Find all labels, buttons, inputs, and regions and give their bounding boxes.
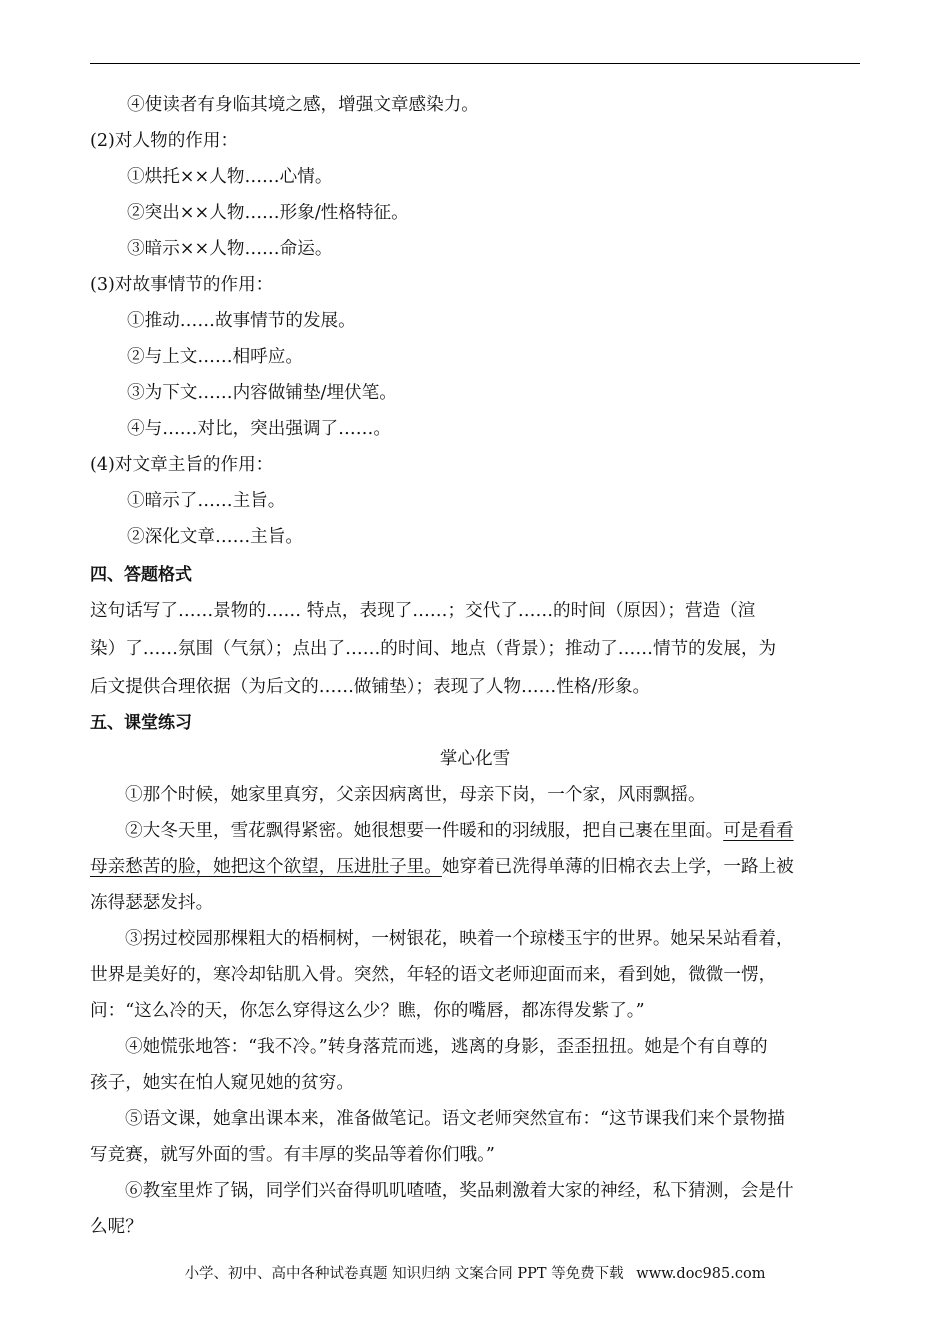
story-title: 掌心化雪 — [439, 749, 511, 769]
paragraph-line: 冻得瑟瑟发抖。 — [90, 893, 214, 913]
footer-text: 小学、初中、高中各种试卷真题 知识归纳 文案合同 PPT 等免费下载 — [184, 1266, 624, 1282]
text-line: ③暗示××人物……命运。 — [127, 239, 333, 259]
page-footer — [0, 1262, 950, 1283]
header-rule — [90, 63, 860, 64]
text-line: ①烘托××人物……心情。 — [127, 167, 333, 187]
footer-url[interactable]: www.doc985.com — [636, 1266, 766, 1282]
text-line: ②深化文章……主旨。 — [127, 527, 303, 547]
text-line: ②突出××人物……形象/性格特征。 — [127, 203, 409, 223]
text-line: ④使读者有身临其境之感，增强文章感染力。 — [127, 95, 479, 115]
paragraph-line: ⑥教室里炸了锅，同学们兴奋得叽叽喳喳，奖品刺激着大家的神经，私下猜测，会是什 — [125, 1181, 794, 1201]
paragraph-line: 孩子，她实在怕人窥见她的贫穷。 — [90, 1073, 354, 1093]
paragraph-line: 后文提供合理依据（为后文的……做铺垫）；表现了人物……性格/形象。 — [90, 677, 651, 697]
paragraph-text: 她穿着已洗得单薄的旧棉衣去上学，一路上被 — [441, 857, 794, 877]
paragraph-line: 问：“这么冷的天，你怎么穿得这么少？瞧，你的嘴唇，都冻得发紫了。” — [90, 1001, 645, 1021]
paragraph-line: 这句话写了……景物的…… 特点，表现了……；交代了……的时间（原因）；营造（渲 — [90, 601, 756, 621]
text-line: ②与上文……相呼应。 — [127, 347, 303, 367]
subheading: (3)对故事情节的作用： — [90, 275, 274, 295]
text-line: ③为下文……内容做铺垫/埋伏笔。 — [127, 383, 397, 403]
underlined-text: 可是看看 — [723, 821, 794, 841]
paragraph-line — [90, 854, 794, 880]
paragraph-line: ④她慌张地答：“我不冷。”转身落荒而逃，逃离的身影，歪歪扭扭。她是个有自尊的 — [125, 1037, 768, 1057]
paragraph-line: 染）了……氛围（气氛）；点出了……的时间、地点（背景）；推动了……情节的发展，为 — [90, 639, 777, 659]
paragraph-line: 写竞赛，就写外面的雪。有丰厚的奖品等着你们哦。” — [90, 1145, 495, 1165]
text-line: ①推动……故事情节的发展。 — [127, 311, 356, 331]
paragraph-line: ③拐过校园那棵粗大的梧桐树，一树银花，映着一个琼楼玉宇的世界。她呆呆站看着， — [125, 929, 794, 949]
section-heading: 四、答题格式 — [90, 565, 192, 585]
text-line: ①暗示了……主旨。 — [127, 491, 286, 511]
paragraph-line: ⑤语文课，她拿出课本来，准备做笔记。语文老师突然宣布：“这节课我们来个景物描 — [125, 1109, 785, 1129]
section-heading: 五、课堂练习 — [90, 713, 192, 733]
text-line: ④与……对比，突出强调了……。 — [127, 419, 391, 439]
paragraph-line: 么呢？ — [90, 1217, 143, 1237]
subheading: (4)对文章主旨的作用： — [90, 455, 274, 475]
paragraph-text: ②大冬天里，雪花飘得紧密。她很想要一件暖和的羽绒服，把自己裹在里面。 — [125, 821, 724, 841]
paragraph-line — [125, 818, 794, 844]
underlined-text: 母亲愁苦的脸，她把这个欲望，压进肚子里。 — [90, 857, 442, 877]
paragraph-line: ①那个时候，她家里真穷，父亲因病离世，母亲下岗，一个家，风雨飘摇。 — [125, 785, 706, 805]
paragraph-line: 世界是美好的，寒冷却钻肌入骨。突然，年轻的语文老师迎面而来，看到她，微微一愣， — [90, 965, 777, 985]
subheading: (2)对人物的作用： — [90, 131, 239, 151]
